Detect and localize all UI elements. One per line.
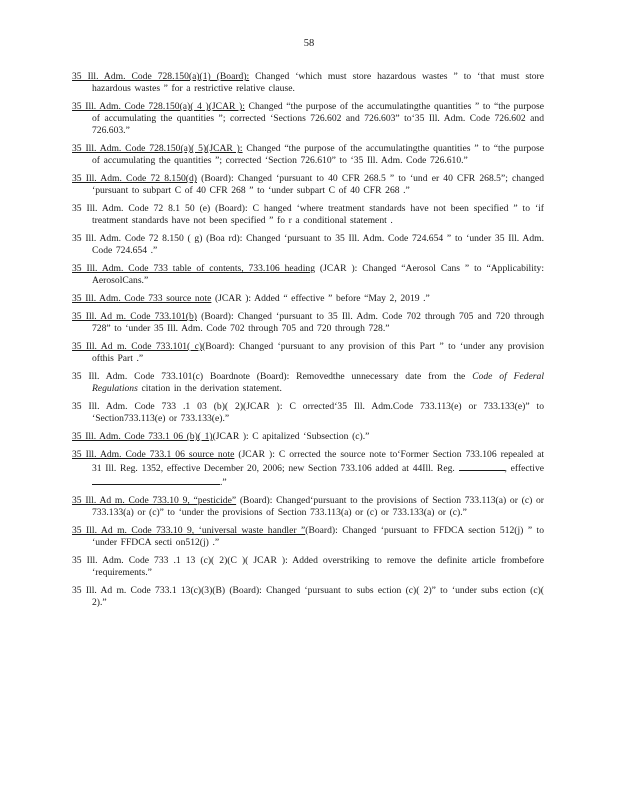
entry-reference: 35 Ill. Adm. Code 733 source note xyxy=(72,293,212,305)
errata-entry xyxy=(72,525,544,549)
entry-reference: 35 Ill. Adm. Code 72 8.150(d) xyxy=(72,173,197,185)
page-number: 58 xyxy=(303,38,315,49)
entry-text: Changed “the purpose of the accumulatingthe quantities ” to “the purpose of accumulating the quantities ”; corrected ‘Sections 726.602 and 726.603” to‘35 Ill. Adm. Code 726.602 and 726.603.” xyxy=(92,101,544,137)
entry-reference: 35 Ill. Adm. Code 733 table of contents, 733.106 heading xyxy=(72,263,315,275)
errata-entry xyxy=(72,233,544,257)
entry-reference: 35 Ill. Ad m. Code 733.101(b) xyxy=(72,311,197,322)
effective-date-blank xyxy=(92,475,220,485)
entry-text: (Board): Changed‘pursuant to the provisions of Section 733.113(a) or (c) or 733.133(a) or (c)” to ‘under the provisions of Section 733.113(a) or (c) or 733.133(a) or (c).” xyxy=(92,495,544,519)
errata-entry xyxy=(72,585,544,609)
errata-entry xyxy=(72,449,544,490)
errata-entry xyxy=(72,371,544,395)
entry-reference: 35 Ill. Adm. Code 728.150(a)(1) (Board): xyxy=(72,71,250,82)
entry-text: (JCAR ): C orrected the source note to‘Former Section 733.106 repealed at 31 Ill. Reg. 1352, effective December 20, 2006; new Section 733.106 added at 44Ill. Reg. xyxy=(92,448,545,474)
errata-entry xyxy=(72,203,544,227)
entry-text: (JCAR ): Added “ effective ” before “May 2, 2019 .” xyxy=(211,293,430,305)
entry-reference: 35 Ill. Ad m. Code 733.10 9, ‘universal waste handler ” xyxy=(72,525,306,536)
entry-text: 35 Ill. Adm. Code 72 8.150 ( g) (Boa rd): Changed ‘pursuant to 35 Ill. Adm. Code 724.654 ” to ‘under 35 Ill. Adm. Code 724.654 .” xyxy=(72,233,544,257)
errata-entry xyxy=(72,143,544,167)
entry-italic-title: Code of Federal Regulations xyxy=(92,371,544,395)
entry-text: (Board): Changed ‘pursuant to FFDCA section 512(j) ” to ‘under FFDCA secti on512(j) .” xyxy=(92,525,545,549)
entry-text: 35 Ill. Adm. Code 733 .1 03 (b)( 2)(JCAR ): C orrected‘35 Ill. Adm.Code 733.113(e) or 733.133(e)” to ‘Section733.113(e) or 733.133(e).” xyxy=(72,401,544,425)
entry-text: 35 Ill. Adm. Code 733 .1 13 (c)( 2)(C )( JCAR ): Added overstriking to remove the definite article frombefore ‘requirements.” xyxy=(72,555,544,579)
entry-text: Changed ‘which must store hazardous wastes ” to ‘that must store hazardous wastes ” for a restrictive relative clause. xyxy=(92,71,544,95)
errata-entry xyxy=(72,173,544,197)
errata-entry xyxy=(72,293,544,305)
entry-text: (Board): Changed ‘pursuant to 40 CFR 268.5 ” to ‘und er 40 CFR 268.5”; changed ‘pursuant to subpart C of 40 CFR 268 ” to ‘under subpart C of 40 CFR 268 .” xyxy=(92,173,544,197)
entry-reference: 35 Ill. Adm. Code 728.150(a)( 5)(JCAR ): xyxy=(72,143,243,155)
errata-entry xyxy=(72,71,544,95)
entry-text: (JCAR ): C apitalized ‘Subsection (c).” xyxy=(212,431,370,442)
entry-reference: 35 Ill. Adm. Code 733.1 06 source note xyxy=(72,448,235,460)
entry-text: (Board): Changed ‘pursuant to 35 Ill. Adm. Code 702 through 705 and 720 through 728” to ‘under 35 Ill. Adm. Code 702 through 705 and 720 through 728.” xyxy=(92,311,545,335)
errata-entry xyxy=(72,263,544,287)
register-page-blank xyxy=(459,461,505,471)
errata-entry xyxy=(72,341,544,365)
entry-text: 35 Ill. Adm. Code 72 8.1 50 (e) (Board): C hanged ‘where treatment standards have not been specified ” to ‘if treatment standards have not been specified ” fo r a conditional statement . xyxy=(72,203,544,227)
entry-reference: 35 Ill. Ad m. Code 733.10 9, “pesticide” xyxy=(72,495,237,506)
errata-entry xyxy=(72,101,544,138)
errata-entry xyxy=(72,431,544,443)
entry-text: 35 Ill. Adm. Code 733.101(c) Boardnote (Board): Removedthe unnecessary date from the xyxy=(72,371,473,382)
entry-text-tail: citation in the derivation statement. xyxy=(137,383,282,395)
entry-text: 35 Ill. Ad m. Code 733.1 13(c)(3)(B) (Board): Changed ‘pursuant to subs ection (c)( 2)” to ‘under subs ection (c)( 2).” xyxy=(72,585,544,609)
entry-reference: 35 Ill. Adm. Code 733.1 06 (b)( 1) xyxy=(72,431,213,442)
entry-text: (Board): Changed ‘pursuant to any provision of this Part ” to ‘under any provision ofthis Part .” xyxy=(92,341,544,365)
entry-text: Changed “the purpose of the accumulatingthe quantities ” to “the purpose of accumulating the quantities ”; corrected ‘Section 726.610” to ‘35 Ill. Adm. Code 726.610.” xyxy=(92,143,544,167)
errata-entry xyxy=(72,401,544,425)
errata-entry xyxy=(72,495,544,519)
errata-entry xyxy=(72,555,544,579)
entry-reference: 35 Ill. Ad m. Code 733.101( c) xyxy=(72,341,203,352)
errata-list xyxy=(72,71,544,615)
errata-entry xyxy=(72,311,544,335)
entry-text-mid: , effective xyxy=(504,463,544,474)
entry-reference: 35 Ill. Adm. Code 728.150(a)( 4 )(JCAR ): xyxy=(72,101,245,112)
entry-text: (JCAR ): Changed “Aerosol Cans ” to “Applicability: AerosolCans.” xyxy=(92,263,545,287)
entry-text-tail: .” xyxy=(220,477,227,489)
